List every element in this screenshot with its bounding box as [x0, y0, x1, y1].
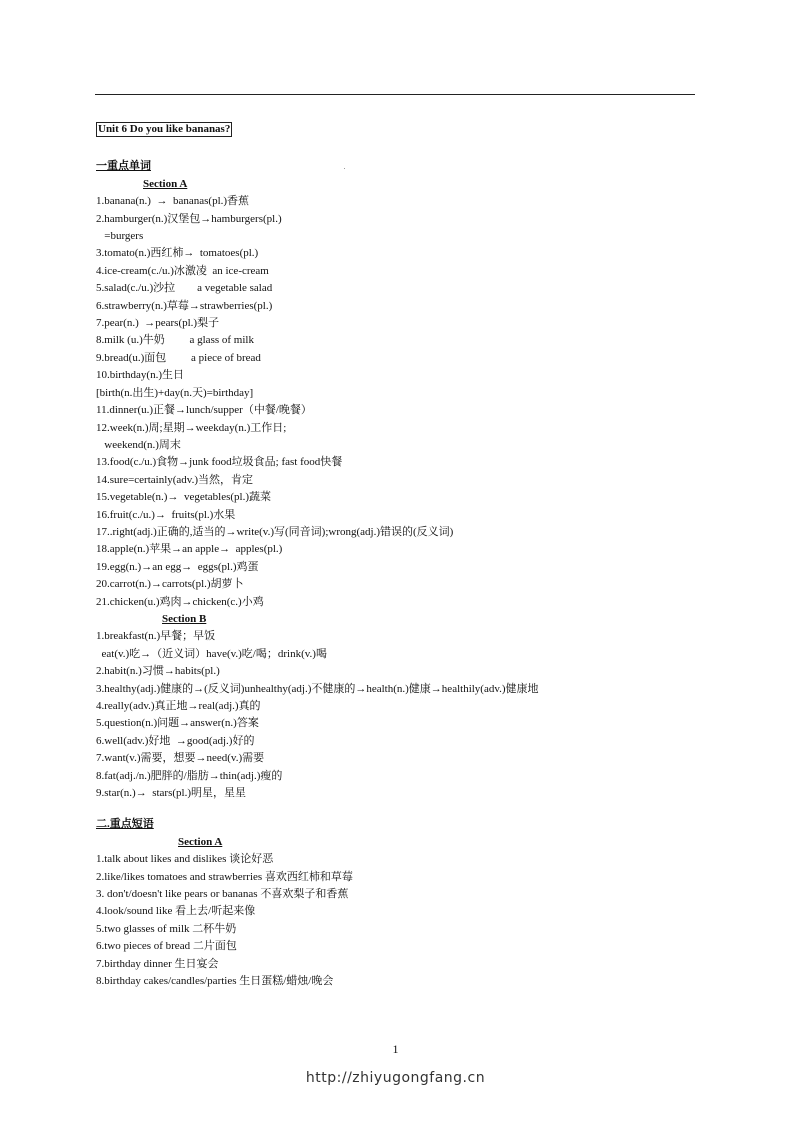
list-item: 3.healthy(adj.)健康的→(反义词)unhealthy(adj.)不健康的→health(n.)健康→healthily(adv.)健康地	[96, 682, 539, 695]
list-item: 6.two pieces of bread 二片面包	[96, 940, 237, 953]
list-item: 18.apple(n.)苹果→an apple→ apples(pl.)	[96, 543, 283, 556]
list-item: 1.breakfast(n.)早餐；早饭	[96, 630, 216, 643]
header-rule	[95, 94, 695, 95]
list-item: 1.talk about likes and dislikes 谈论好恶	[96, 853, 274, 866]
phrase-list	[96, 851, 736, 990]
page-number: 1	[392, 1042, 399, 1056]
word-list-b	[96, 628, 736, 802]
unit-title: Unit 6 Do you like bananas?	[98, 123, 231, 135]
list-item: 3.tomato(n.)西红柿→ tomatoes(pl.)	[96, 247, 259, 260]
list-item: 10.birthday(n.)生日	[96, 369, 184, 382]
list-item: 7.pear(n.) →pears(pl.)梨子	[96, 317, 220, 330]
list-item: 5.two glasses of milk 二杯牛奶	[96, 922, 237, 935]
list-item: 4.look/sound like 看上去/听起来像	[96, 905, 256, 918]
list-item: 8.birthday cakes/candles/parties 生日蛋糕/蜡烛/晚会	[96, 975, 334, 988]
list-item: 8.milk (u.)牛奶 a glass of milk	[96, 334, 254, 347]
list-item: 3. don't/doesn't like pears or bananas 不喜欢梨子和香蕉	[96, 888, 349, 901]
list-item: 14.sure=certainly(adv.)当然，肯定	[96, 473, 254, 486]
list-item: [birth(n.出生)+day(n.天)=birthday]	[96, 386, 254, 399]
list-item: 2.habit(n.)习惯→habits(pl.)	[96, 665, 220, 678]
list-item: 20.carrot(n.)→carrots(pl.)胡萝卜	[96, 578, 244, 591]
list-item: 5.salad(c./u.)沙拉 a vegetable salad	[96, 282, 273, 295]
section2-heading: 二.重点短语	[96, 818, 154, 831]
list-item: 13.food(c./u.)食物→junk food垃圾食品; fast food快餐	[96, 456, 343, 469]
section1-sub-a: Section A	[143, 177, 188, 190]
list-item: 2.hamburger(n.)汉堡包→hamburgers(pl.)	[96, 212, 282, 225]
list-item: 19.egg(n.)→an egg→ eggs(pl.)鸡蛋	[96, 560, 259, 573]
list-item: eat(v.)吃→（近义词）have(v.)吃/喝；drink(v.)喝	[96, 647, 327, 660]
list-item: 17..right(adj.)正确的,适当的→write(v.)写(同音词);wrong(adj.)错误的(反义词)	[96, 525, 454, 538]
list-item: 1.banana(n.) → bananas(pl.)香蕉	[96, 195, 250, 208]
word-list-a	[96, 193, 736, 611]
section2-sub-a: Section A	[178, 835, 223, 848]
list-item: 5.question(n.)问题→answer(n.)答案	[96, 717, 259, 730]
list-item: 9.bread(u.)面包 a piece of bread	[96, 351, 261, 364]
list-item: 2.like/likes tomatoes and strawberries 喜欢西红柿和草莓	[96, 870, 353, 883]
list-item: weekend(n.)周末	[96, 438, 181, 451]
list-item: 11.dinner(u.)正餐→lunch/supper（中餐/晚餐）	[96, 404, 312, 417]
footer-url: http://zhiyugongfang.cn	[305, 1070, 486, 1086]
section1-sub-b: Section B	[162, 612, 207, 625]
list-item: 16.fruit(c./u.)→ fruits(pl.)水果	[96, 508, 236, 521]
list-item: 21.chicken(u.)鸡肉→chicken(c.)小鸡	[96, 595, 264, 608]
list-item: 4.ice-cream(c./u.)冰激凌 an ice-cream	[96, 264, 269, 277]
list-item: 6.strawberry(n.)草莓→strawberries(pl.)	[96, 299, 273, 312]
list-item: 4.really(adv.)真正地→real(adj.)真的	[96, 700, 261, 712]
list-item: 15.vegetable(n.)→ vegetables(pl.)蔬菜	[96, 491, 272, 504]
list-item: =burgers	[96, 230, 144, 243]
list-item: 8.fat(adj./n.)肥胖的/脂肪→thin(adj.)瘦的	[96, 769, 283, 782]
list-item: 9.star(n.)→ stars(pl.)明星，星星	[96, 787, 247, 800]
list-item: 7.birthday dinner 生日宴会	[96, 957, 219, 970]
section1-heading: 一重点单词	[96, 160, 151, 173]
list-item: 6.well(adv.)好地 →good(adj.)好的	[96, 734, 255, 747]
document-body	[96, 120, 736, 991]
list-item: 7.want(v.)需要，想要→need(v.)需要	[96, 752, 265, 765]
list-item: 12.week(n.)周;星期→weekday(n.)工作日;	[96, 421, 287, 434]
